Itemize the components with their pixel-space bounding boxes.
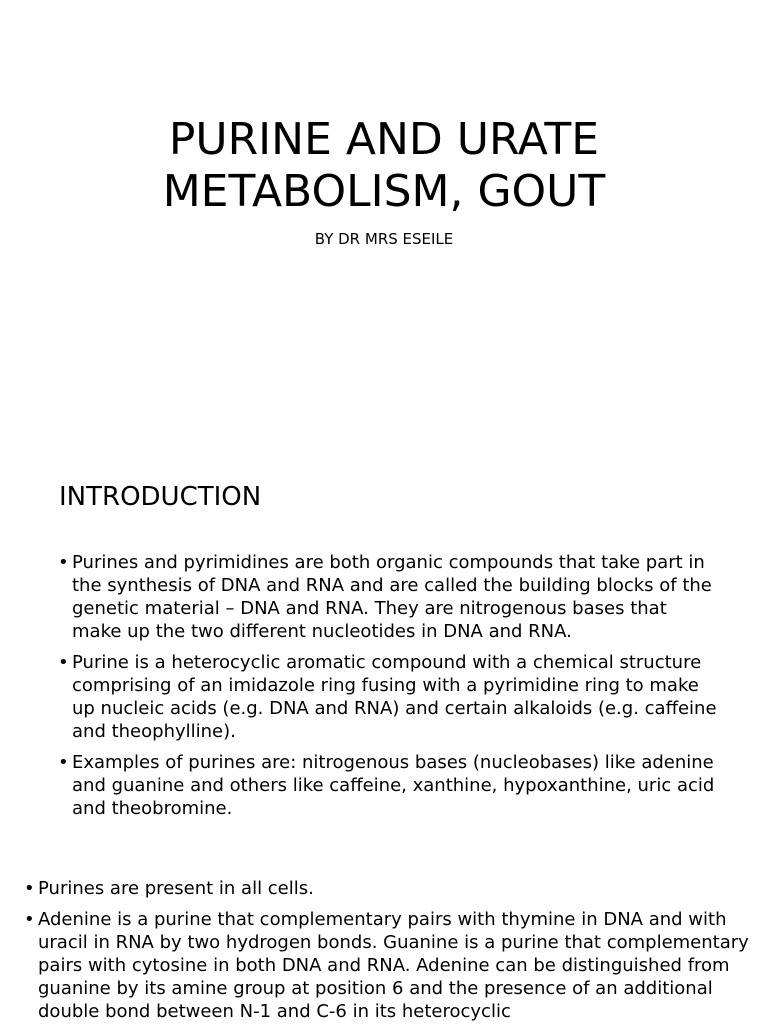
title-slide — [0, 0, 768, 450]
bullet-text: Adenine is a purine that complementary pairs with thymine in DNA and with uracil in RNA by two hydrogen bonds. Guanine is a purine that complementary pairs with cytosine in both DNA and RNA. Adenine can be distinguished from guanine by its amine group at position 6 and the presence of an additional double bond between N-1 and C-6 in its heterocyclic — [38, 909, 749, 1022]
bullet-text: Purines are present in all cells. — [38, 878, 314, 899]
bullet-text: Purine is a heterocyclic aromatic compound with a chemical structure comprising of an imidazole ring fusing with a pyrimidine ring to make up nucleic acids (e.g. DNA and RNA) and certain alkaloids (e.g. caffeine and theophylline). — [72, 652, 717, 742]
continuation-slide — [0, 850, 768, 1024]
bullet-text: Examples of purines are: nitrogenous bases (nucleobases) like adenine and guanine and others like caffeine, xanthine, hypoxanthine, uric acid and theobromine. — [72, 752, 715, 819]
bullet-item — [58, 751, 718, 820]
bullet-item — [58, 551, 718, 643]
bullet-item — [24, 908, 754, 1023]
bullet-icon: • — [58, 552, 69, 573]
bullet-item — [24, 877, 754, 900]
bullet-item — [58, 651, 718, 743]
introduction-slide — [0, 450, 768, 850]
bullet-list — [58, 551, 718, 828]
bullet-icon: • — [58, 652, 69, 673]
slide-title: PURINE AND URATE METABOLISM, GOUT — [162, 114, 606, 217]
bullet-icon: • — [24, 909, 35, 930]
bullet-icon: • — [24, 878, 35, 899]
slide-subtitle: BY DR MRS ESEILE — [314, 230, 454, 248]
bullet-list — [24, 877, 754, 1024]
bullet-text: Purines and pyrimidines are both organic compounds that take part in the synthesis of DNA and RNA and are called the building blocks of the genetic material – DNA and RNA. They are nitrogenous bases that make up the two different nucleotides in DNA and RNA. — [72, 552, 712, 642]
slide-heading: INTRODUCTION — [59, 482, 262, 512]
bullet-icon: • — [58, 752, 69, 773]
